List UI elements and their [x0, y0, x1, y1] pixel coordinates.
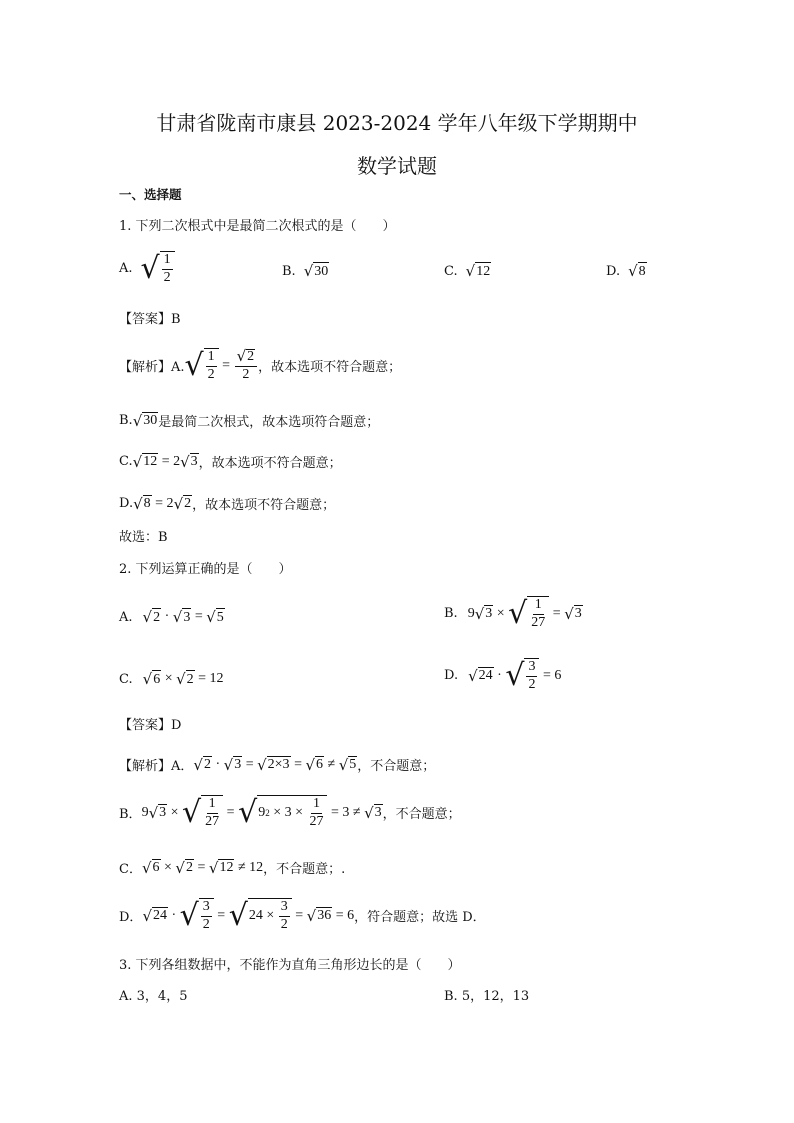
doc-subtitle: 数学试题	[357, 154, 437, 178]
q2-explanation-d: D． √ 24 · √ $\frac{3}{2}$ = √ 24 × $\frac{3}{2}$ = √ 36 = 6 ，符合题意；故选 D．	[119, 898, 486, 933]
q2-answer: 【答案】D	[119, 718, 182, 733]
q3-option-a: A. 3，4，5	[119, 989, 188, 1004]
doc-title: 甘肃省陇南市康县 2023-2024 学年八年级下学期期中	[156, 111, 638, 135]
q1-option-c: C. √ 12	[444, 262, 491, 280]
q2-stem: 2. 下列运算正确的是（ ）	[119, 562, 292, 577]
q3-option-b: B. 5，12，13	[444, 989, 530, 1004]
q2-option-b: B. 9 √ 3 × √ $\frac{1}{27}$ = √ 3	[444, 596, 582, 631]
section-heading: 一、选择题	[119, 187, 182, 202]
q2-explanation-a: 【解析】A． √ 2 · √ 3 = √ 2×3 = √ 6 ≠ √ 5 ，不合题意；	[119, 755, 436, 774]
q1-option-b: B. √ 30	[282, 262, 329, 280]
q1-explanation-d: D. √ 8 = 2 √ 2 ，故本选项不符合题意；	[119, 494, 336, 513]
q1-conclusion: 故选：B	[119, 530, 168, 545]
q1-explanation-a: 【解析】A. √ $\frac{1}{2}$ = √ 2 2 ，故本选项不符合题意；	[119, 346, 402, 383]
q2-option-d: D. √ 24 · √ $\frac{3}{2}$ = 6	[444, 658, 562, 693]
q2-option-a: A. √ 2 · √ 3 = √ 5	[119, 608, 224, 626]
q1-explanation-c: C. √ 12 = 2 √ 3 ，故本选项不符合题意；	[119, 452, 342, 471]
q2-explanation-b: B． 9 √ 3 × √ $\frac{1}{27}$ = √ 9 2 × 3 × $\frac{1}{27}$ = 3 ≠ √ 3 ，不合题意；	[119, 795, 461, 830]
q3-stem: 3. 下列各组数据中，不能作为直角三角形边长的是（ ）	[119, 958, 461, 973]
q2-explanation-c: C． √ 6 × √ 2 = √ 12 ≠ 12 ，不合题意；.	[119, 858, 346, 877]
q1-explanation-b: B. √ 30 是最简二次根式，故本选项符合题意；	[119, 411, 380, 430]
q1-option-a: A. √ $\frac{1}{2}$	[119, 251, 175, 286]
q1-stem: 1. 下列二次根式中是最简二次根式的是（ ）	[119, 219, 396, 234]
q2-option-c: C. √ 6 × √ 2 = 12	[119, 670, 224, 688]
q1-answer: 【答案】B	[119, 312, 181, 327]
q1-option-d: D. √ 8	[606, 262, 646, 280]
